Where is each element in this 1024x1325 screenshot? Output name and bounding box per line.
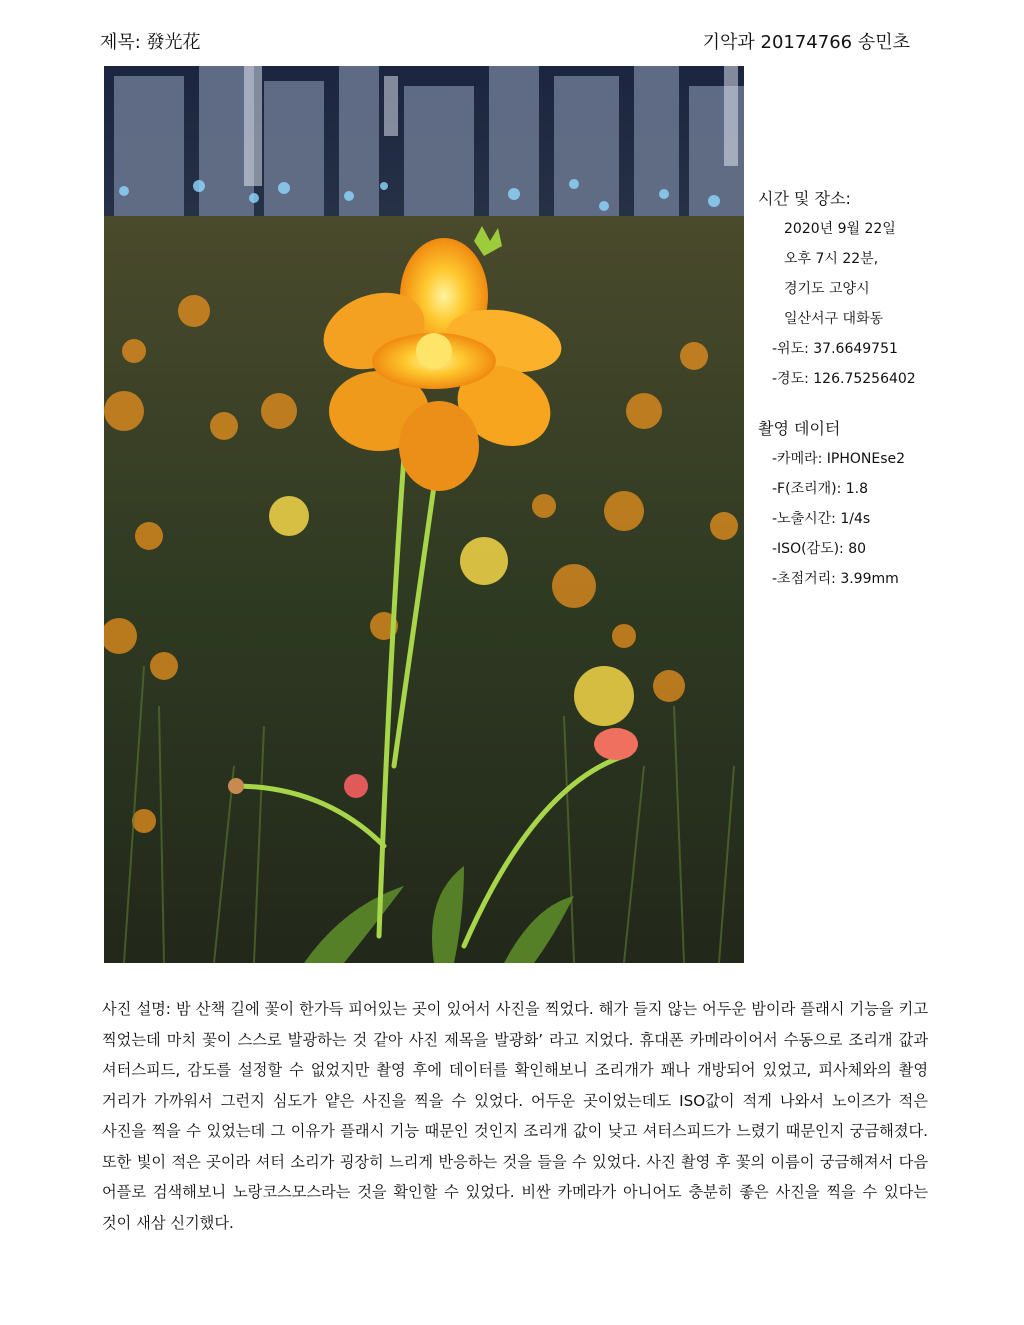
exposure-time: -노출시간: 1/4s (772, 511, 871, 527)
iso: -ISO(감도): 80 (772, 541, 867, 557)
shoot-time: 오후 7시 22분, (784, 251, 879, 267)
longitude: -경도: 126.75256402 (772, 371, 916, 387)
shoot-data-heading: 촬영 데이터 (758, 419, 841, 438)
time-place-heading: 시간 및 장소: (758, 189, 851, 208)
aperture: -F(조리개): 1.8 (772, 481, 869, 497)
photo-description: 사진 설명: 밤 산책 길에 꽃이 한가득 피어있는 곳이 있어서 사진을 찍었다. 해가 들지 않는 어두운 밤이라 플래시 기능을 키고 찍었는데 마치 꽃이 스스로 발광하는 것 같아 사진 제목을 발광화’ 라고 지었다. 휴대폰 카메라이어서 수동으로 조리개 값과 셔터스피드, 감도를 설정할 수 없었지만 촬영 후에 데이터를 확인해보니 조리개가 꽤나 개방되어 있었고, 피사체와의 촬영 거리가 가까워서 그런지 심도가 얕은 사진을 찍을 수 있었다. 어두운 곳이었는데도 ISO값이 적게 나와서 노이즈가 적은 사진을 찍을 수 있었는데 그 이유가 플래시 기능 때문인 것인지 조리개 값이 낮고 셔터스피드가 느렸기 때문인지 궁금해졌다. 또한 빛이 적은 곳이라 셔터 소리가 굉장히 느리게 반응하는 것을 들을 수 있었다. 사진 촬영 후 꽃의 이름이 궁금해져서 다음 어플로 검색해보니 노랑코스모스라는 것을 확인할 수 있었다. 비싼 카메라가 아니어도 충분히 좋은 사진을 찍을 수 있다는 것이 새삼 신기했다. (102, 1000, 928, 1232)
document-title: 제목: 發光花 (100, 32, 201, 53)
shoot-place-line2: 일산서구 대화동 (784, 311, 884, 327)
camera-model: -카메라: IPHONEse2 (772, 451, 906, 467)
focal-length: -초점거리: 3.99mm (772, 571, 899, 587)
author-info: 기악과 20174766 송민초 (702, 32, 910, 53)
shoot-place-line1: 경기도 고양시 (784, 281, 870, 297)
photo-info (758, 184, 998, 594)
flower-photo-illustration (104, 66, 744, 963)
latitude: -위도: 37.6649751 (772, 341, 898, 357)
flower-photo (104, 66, 744, 963)
shoot-date: 2020년 9월 22일 (784, 221, 896, 237)
